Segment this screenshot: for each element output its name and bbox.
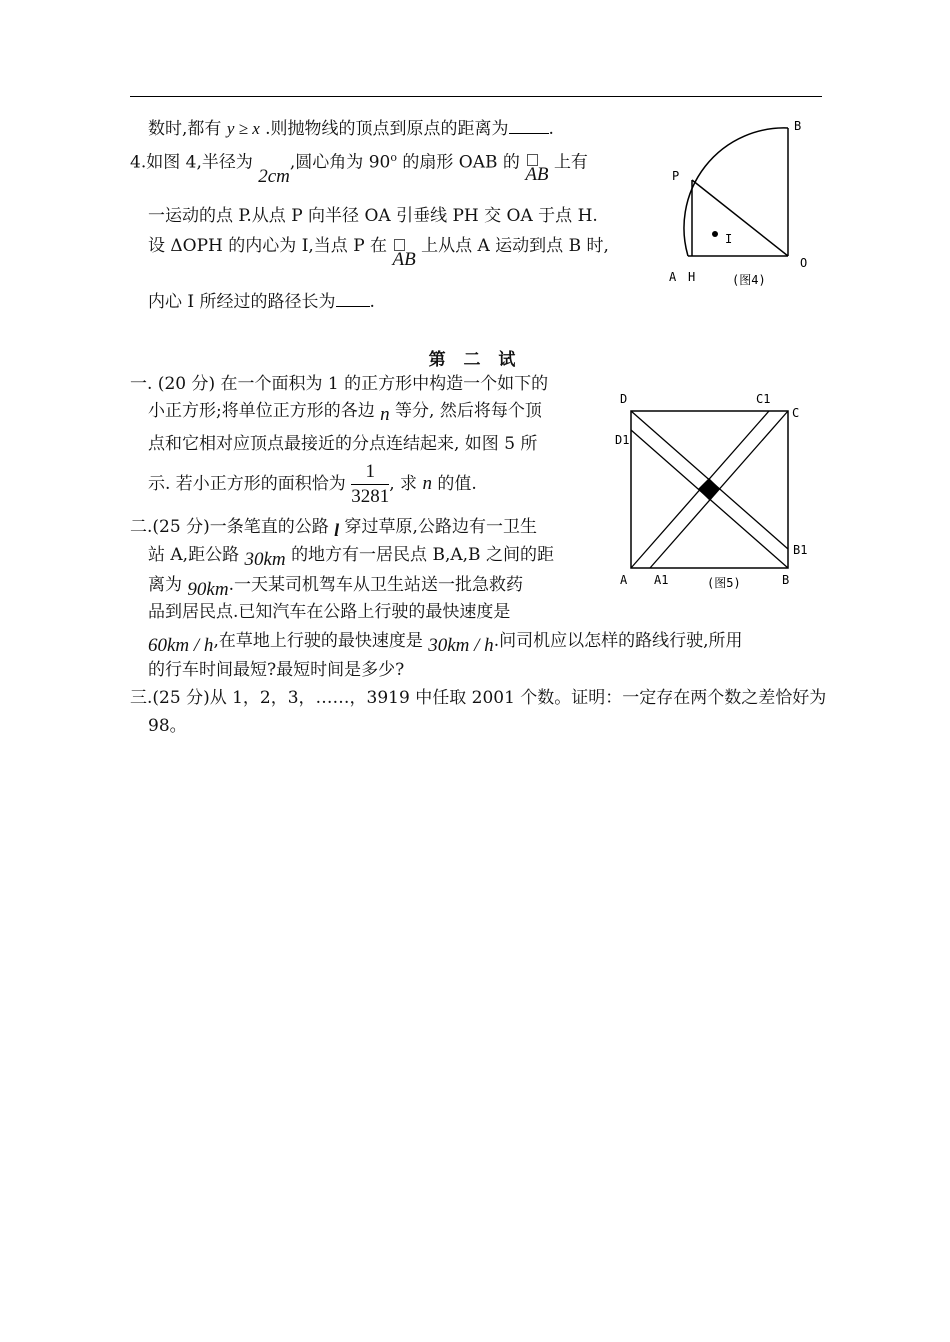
p2-text-2a: 站 A,距公路 (148, 545, 240, 565)
fraction (351, 460, 389, 509)
fraction-denominator: 3281 (351, 486, 390, 507)
degree-mark: o (390, 151, 397, 164)
q4-line3 (148, 235, 609, 270)
q4-text: 4.如图 4,半径为 (130, 152, 253, 173)
q4-end: . (369, 292, 375, 312)
p2-line6 (148, 659, 404, 681)
arc-symbol-icon (527, 154, 538, 166)
q4-text-c: 的扇形 OAB 的 (396, 152, 520, 173)
p2-text-1b: 穿过草原,公路边有一卫生 (344, 517, 537, 537)
label-a: A (669, 270, 677, 284)
p2-text-1a: 二.(25 分)一条笔直的公路 (130, 517, 329, 537)
speed-60: 60km / h (148, 635, 214, 656)
p2-text-3b: .一天某司机驾车从卫生站送一批急救药 (228, 575, 523, 595)
p1-text-4b: , 求 (389, 474, 418, 494)
q4-text-d: 上有 (553, 152, 588, 173)
label-d1: D1 (615, 433, 630, 447)
label-c: C (792, 406, 800, 420)
p1-text-2b: 等分, 然后将每个顶 (395, 401, 542, 421)
var-n: n (380, 404, 390, 425)
p3-line1 (130, 687, 826, 709)
p1-line2 (148, 400, 542, 425)
q3-text: 数时,都有 (148, 119, 227, 139)
q4-text-3a: 设 ΔOPH 的内心为 I,当点 P 在 (148, 236, 388, 256)
p2-text-6: 的行车时间最短?最短时间是多少? (148, 660, 405, 680)
var-n-2: n (422, 473, 432, 494)
label-a1: A1 (654, 573, 669, 587)
p2-text-5b: ,在草地上行驶的最快速度是 (213, 631, 423, 651)
figure-5 (612, 388, 822, 600)
q4-line1 (130, 147, 588, 187)
distance-30km: 30km (244, 549, 286, 570)
p1-line1 (130, 373, 548, 395)
p2-line5 (148, 630, 743, 656)
arc-symbol-icon (394, 239, 405, 251)
p2-text-2b: 的地方有一居民点 B,A,B 之间的距 (291, 545, 554, 565)
p1-text-4a: 示. 若小正方形的面积恰为 (148, 474, 346, 494)
q4-line2 (148, 205, 598, 227)
section-title: 第 二 试 (428, 350, 522, 370)
figure-4-caption: (图4) (732, 273, 766, 287)
p1-line3 (148, 433, 537, 455)
p1-text-4c: 的值. (437, 474, 477, 494)
arc-ab-2 (392, 249, 415, 271)
label-d: D (620, 392, 628, 406)
label-h: H (688, 270, 696, 284)
p3-text-1: 三.(25 分)从 1，2，3，……，3919 中任取 2001 个数。证明：一定存在两个数之差恰好为 (130, 688, 827, 708)
p2-text-3a: 离为 (148, 575, 182, 595)
p1-text-1: 一. (20 分) 在一个面积为 1 的正方形中构造一个如下的 (130, 374, 549, 394)
p2-text-4: 品到居民点.已知汽车在公路上行驶的最快速度是 (148, 602, 511, 622)
q3-math: y ≥ x (226, 119, 260, 138)
q4-radius: 2cm (258, 165, 290, 187)
label-b1: B1 (793, 543, 808, 557)
p2-line1 (130, 515, 537, 538)
incenter-point (712, 231, 718, 237)
label-o: O (800, 256, 808, 270)
p2-text-5d: .问司机应以怎样的路线行驶,所用 (493, 631, 743, 651)
label-p: P (672, 169, 680, 183)
answer-blank (509, 117, 549, 134)
label-b: B (782, 573, 790, 587)
q4-text-3b: 上从点 A 运动到点 B 时, (421, 236, 609, 256)
p1-line4 (148, 460, 477, 509)
q4-text-2: 一运动的点 P.从点 P 向半径 OA 引垂线 PH 交 OA 于点 H. (148, 206, 598, 226)
header-rule (130, 96, 822, 97)
arc-ab (525, 164, 548, 186)
var-l: l (334, 520, 340, 540)
label-i: I (725, 232, 733, 246)
p3-line2 (148, 715, 187, 737)
arc-label: AB (525, 163, 549, 185)
distance-90km: 90km (187, 579, 229, 600)
p3-text-2: 98。 (148, 716, 187, 736)
label-c1: C1 (756, 392, 771, 406)
figure-5-caption: (图5) (707, 576, 741, 590)
q3-tail-line (148, 117, 554, 140)
sector-arc (684, 128, 788, 256)
p1-text-3: 点和它相对应顶点最接近的分点连结起来, 如图 5 所 (148, 434, 538, 454)
q4-text-4: 内心 I 所经过的路径长为 (148, 292, 336, 312)
label-a: A (620, 573, 628, 587)
small-square (698, 478, 720, 500)
arc-label-2: AB (392, 249, 416, 270)
fraction-numerator: 1 (351, 460, 389, 485)
p2-line3 (148, 574, 523, 600)
p2-line2 (148, 544, 554, 570)
q4-line4 (148, 290, 375, 313)
p1-text-2a: 小正方形;将单位正方形的各边 (148, 401, 375, 421)
p2-line4 (148, 601, 510, 623)
label-b: B (794, 119, 802, 133)
q3-text-2: .则抛物线的顶点到原点的距离为 (259, 119, 509, 139)
q4-text-b: ,圆心角为 90 (289, 152, 391, 173)
speed-30: 30km / h (428, 635, 494, 656)
answer-blank-2 (336, 290, 370, 307)
q3-end: . (548, 119, 554, 139)
figure-4 (660, 110, 820, 300)
segment-po (692, 180, 788, 256)
